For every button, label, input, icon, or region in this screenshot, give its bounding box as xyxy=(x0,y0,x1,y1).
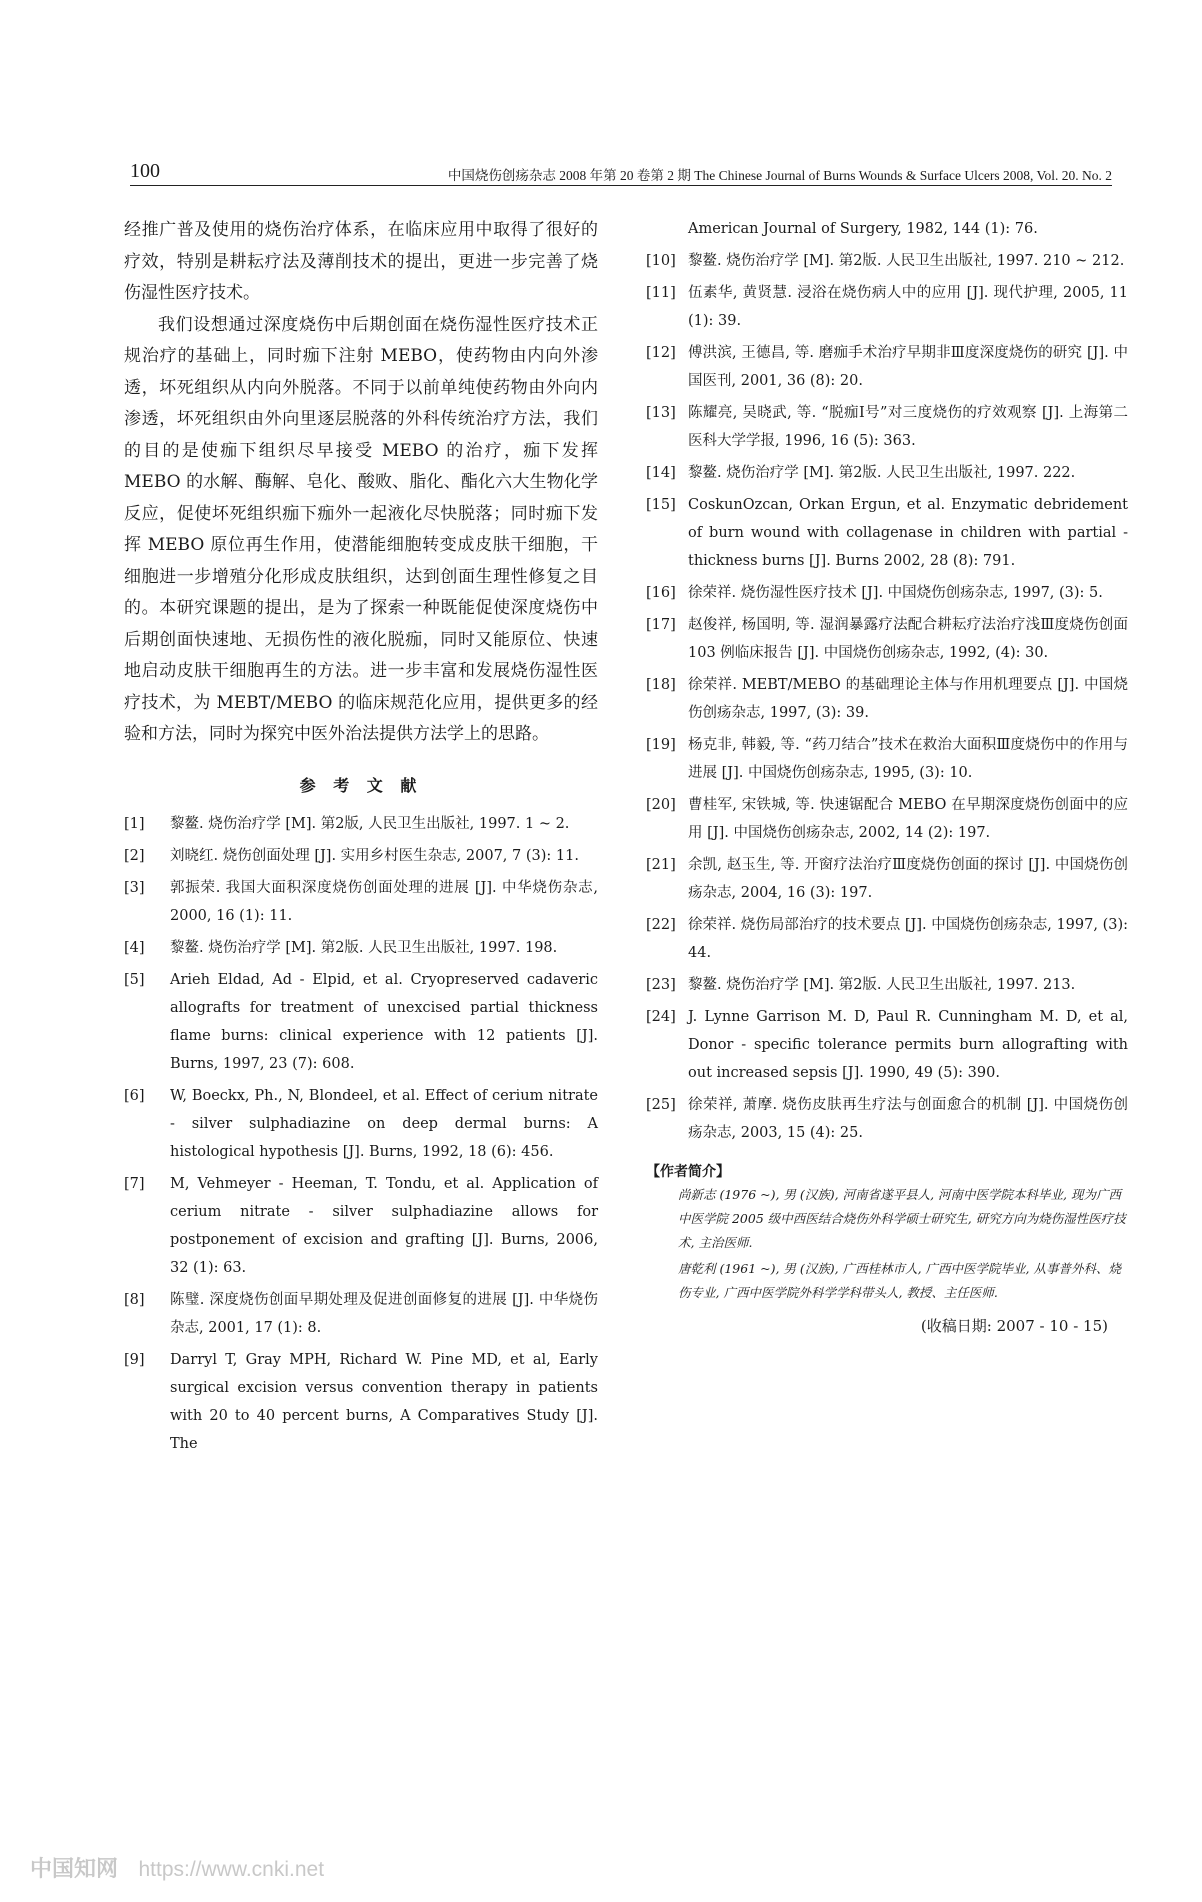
reference-text: 傅洪滨, 王德昌, 等. 磨痂手术治疗早期非Ⅲ度深度烧伤的研究 [J]. 中国医刊, 2001, 36 (8): 20. xyxy=(688,345,1128,389)
reference-number: [21] xyxy=(646,857,676,873)
reference-text: 徐荣祥. MEBT/MEBO 的基础理论主体与作用机理要点 [J]. 中国烧伤创疡杂志, 1997, (3): 39. xyxy=(688,677,1128,721)
reference-number: [7] xyxy=(124,1175,145,1192)
reference-text: 伍素华, 黄贤慧. 浸浴在烧伤病人中的应用 [J]. 现代护理, 2005, 11 (1): 39. xyxy=(688,285,1128,329)
references-heading: 参 考 文 献 xyxy=(299,775,423,795)
reference-text: 黎鳌. 烧伤治疗学 [M]. 第2版. 人民卫生出版社, 1997. 210 ~ 212. xyxy=(688,253,1125,269)
author-bio-2: 唐乾利 (1961 ~), 男 (汉族), 广西桂林市人, 广西中医学院毕业, 从事普外科、烧伤专业, 广西中医学院外科学学科带头人, 教授、主任医师. xyxy=(678,1261,1122,1300)
body-paragraph-2: 我们设想通过深度烧伤中后期创面在烧伤湿性医疗技术正规治疗的基础上，同时痂下注射 MEBO，使药物由内向外渗透，坏死组织从内向外脱落。不同于以前单纯使药物由外向内渗透，坏死组织由外向里逐层脱落的外科传统治疗方法，我们的目的是使痂下组织尽早接受 MEBO 的治疗，痂下发挥 MEBO 的水解、酶解、皂化、酸败、脂化、酯化六大生物化学反应，促使坏死组织痂下痂外一起液化尽快脱落；同时痂下发挥 MEBO 原位再生作用，使潜能细胞转变成皮肤干细胞，干细胞进一步增殖分化形成皮肤组织，达到创面生理性修复之目的。本研究课题的提出，是为了探索一种既能促使深度烧伤中后期创面快速地、无损伤性的液化脱痂，同时又能原位、快速地启动皮肤干细胞再生的方法。进一步丰富和发展烧伤湿性医疗技术，为 MEBT/MEBO 的临床规范化应用，提供更多的经验和方法，同时为探究中医外治法提供方法学上的思路。 xyxy=(124,314,598,744)
reference-text: Darryl T, Gray MPH, Richard W. Pine MD, et al, Early surgical excision versus convention therapy in patients with 20 to 40 percent burns, A Comparatives Study [J]. The xyxy=(170,1351,598,1452)
reference-number: [18] xyxy=(646,677,676,693)
reference-item xyxy=(646,339,1128,395)
reference-item xyxy=(124,1170,598,1282)
reference-number: [11] xyxy=(646,285,676,301)
reference-text: Arieh Eldad, Ad - Elpid, et al. Cryopreserved cadaveric allografts for treatment of unexcised partial thickness flame burns: clinical experience with 12 patients [J]. Burns, 1997, 23 (7): 608. xyxy=(170,971,598,1072)
reference-text: 郭振荣. 我国大面积深度烧伤创面处理的进展 [J]. 中华烧伤杂志, 2000, 16 (1): 11. xyxy=(170,879,598,924)
reference-number: [22] xyxy=(646,917,676,933)
reference-number: [13] xyxy=(646,405,676,421)
reference-text: 黎鳌. 烧伤治疗学 [M]. 第2版, 人民卫生出版社, 1997. 1 ~ 2. xyxy=(170,815,570,832)
reference-number: [20] xyxy=(646,797,676,813)
body-paragraph-1: 经推广普及使用的烧伤治疗体系，在临床应用中取得了很好的疗效，特别是耕耘疗法及薄削技术的提出，更进一步完善了烧伤湿性医疗技术。 xyxy=(124,220,598,303)
page-header xyxy=(130,160,1112,188)
reference-item xyxy=(646,731,1128,787)
reference-item xyxy=(646,671,1128,727)
reference-number: [1] xyxy=(124,815,145,832)
cnki-url[interactable]: https://www.cnki.net xyxy=(138,1858,325,1881)
reference-item xyxy=(124,1346,598,1458)
reference-number: [16] xyxy=(646,585,676,601)
running-head: 中国烧伤创疡杂志 2008 年第 20 卷第 2 期 The Chinese Journal of Burns Wounds & Surface Ulcers 2008, Vol. 20. No. 2 xyxy=(447,168,1112,183)
reference-number: [24] xyxy=(646,1009,676,1025)
reference-text: 黎鳌. 烧伤治疗学 [M]. 第2版. 人民卫生出版社, 1997. 222. xyxy=(688,465,1076,481)
reference-text: 黎鳌. 烧伤治疗学 [M]. 第2版. 人民卫生出版社, 1997. 198. xyxy=(170,939,558,956)
reference-text: 曹桂军, 宋铁城, 等. 快速锯配合 MEBO 在早期深度烧伤创面中的应用 [J]. 中国烧伤创疡杂志, 2002, 14 (2): 197. xyxy=(688,797,1128,841)
reference-text: 赵俊祥, 杨国明, 等. 湿润暴露疗法配合耕耘疗法治疗浅Ⅲ度烧伤创面 103 例临床报告 [J]. 中国烧伤创疡杂志, 1992, (4): 30. xyxy=(688,617,1128,661)
reference-item xyxy=(646,791,1128,847)
reference-number: [23] xyxy=(646,977,676,993)
reference-item xyxy=(124,874,598,930)
reference-item xyxy=(646,579,1128,607)
reference-text: 黎鳌. 烧伤治疗学 [M]. 第2版. 人民卫生出版社, 1997. 213. xyxy=(688,977,1076,993)
reference-item xyxy=(646,611,1128,667)
reference-item xyxy=(646,911,1128,967)
reference-item xyxy=(124,934,598,962)
header-rule xyxy=(130,185,1112,186)
watermark xyxy=(30,1852,324,1883)
reference-number: [3] xyxy=(124,879,145,896)
author-bio xyxy=(646,1161,1128,1336)
reference-text: 杨克非, 韩毅, 等. “药刀结合”技术在救治大面积Ⅲ度烧伤中的作用与进展 [J]. 中国烧伤创疡杂志, 1995, (3): 10. xyxy=(688,737,1128,781)
reference-number: [2] xyxy=(124,847,145,864)
reference-item xyxy=(646,1091,1128,1147)
reference-text: 陈耀亮, 吴晓武, 等. “脱痂Ⅰ号”对三度烧伤的疗效观察 [J]. 上海第二医科大学学报, 1996, 16 (5): 363. xyxy=(688,405,1128,449)
reference-text: 徐荣祥. 烧伤湿性医疗技术 [J]. 中国烧伤创疡杂志, 1997, (3): 5. xyxy=(688,585,1103,601)
reference-item xyxy=(646,399,1128,455)
reference-number: [14] xyxy=(646,465,676,481)
reference-text: CoskunOzcan, Orkan Ergun, et al. Enzymatic debridement of burn wound with collagenase in children with partial - thickness burns [J]. Burns 2002, 28 (8): 791. xyxy=(688,497,1128,569)
reference-item xyxy=(646,971,1128,999)
reference-text: M, Vehmeyer - Heeman, T. Tondu, et al. Application of cerium nitrate - silver sulphadiazine allows for postponement of excision and grafting [J]. Burns, 2006, 32 (1): 63. xyxy=(170,1175,598,1276)
reference-text: 余凯, 赵玉生, 等. 开窗疗法治疗Ⅲ度烧伤创面的探讨 [J]. 中国烧伤创疡杂志, 2004, 16 (3): 197. xyxy=(688,857,1128,901)
reference-text: American Journal of Surgery, 1982, 144 (1): 76. xyxy=(688,221,1038,237)
reference-text: J. Lynne Garrison M. D, Paul R. Cunningham M. D, et al, Donor - specific tolerance permits burn allografting with out increased sepsis [J]. 1990, 49 (5): 390. xyxy=(688,1009,1128,1081)
reference-number: [25] xyxy=(646,1097,676,1113)
reference-item xyxy=(646,279,1128,335)
reference-text: 陈璧. 深度烧伤创面早期处理及促进创面修复的进展 [J]. 中华烧伤杂志, 2001, 17 (1): 8. xyxy=(170,1291,598,1336)
received-date: (收稿日期: 2007 - 10 - 15) xyxy=(920,1317,1108,1335)
reference-text: 刘晓红. 烧伤创面处理 [J]. 实用乡村医生杂志, 2007, 7 (3): 11. xyxy=(170,847,579,864)
body-text xyxy=(124,215,598,751)
reference-number: [15] xyxy=(646,497,676,513)
author-bio-heading: 【作者简介】 xyxy=(646,1164,730,1180)
cnki-logo: 中国知网 xyxy=(30,1856,119,1881)
reference-number: [5] xyxy=(124,971,145,988)
page-number: 100 xyxy=(130,160,160,182)
reference-item xyxy=(646,851,1128,907)
reference-list-left xyxy=(124,810,598,1458)
left-column xyxy=(124,215,598,1462)
reference-item xyxy=(646,459,1128,487)
reference-number: [10] xyxy=(646,253,676,269)
reference-text: 徐荣祥. 烧伤局部治疗的技术要点 [J]. 中国烧伤创疡杂志, 1997, (3): 44. xyxy=(688,917,1128,961)
author-bio-1: 尚新志 (1976 ~), 男 (汉族), 河南省遂平县人, 河南中医学院本科毕业, 现为广西中医学院 2005 级中西医结合烧伤外科学硕士研究生, 研究方向为烧伤湿性医疗技术, 主治医师. xyxy=(678,1187,1126,1250)
reference-number: [6] xyxy=(124,1087,145,1104)
reference-text: W, Boeckx, Ph., N, Blondeel, et al. Effect of cerium nitrate - silver sulphadiazine on deep dermal burns: A histological hypothesis [J]. Burns, 1992, 18 (6): 456. xyxy=(170,1087,598,1160)
reference-item xyxy=(646,491,1128,575)
reference-item xyxy=(124,810,598,838)
reference-number: [12] xyxy=(646,345,676,361)
reference-list-right xyxy=(646,247,1128,1147)
reference-item xyxy=(646,247,1128,275)
reference-item xyxy=(124,1082,598,1166)
reference-text: 徐荣祥, 萧摩. 烧伤皮肤再生疗法与创面愈合的机制 [J]. 中国烧伤创疡杂志, 2003, 15 (4): 25. xyxy=(688,1097,1128,1141)
reference-item xyxy=(124,966,598,1078)
reference-number: [8] xyxy=(124,1291,145,1308)
reference-number: [4] xyxy=(124,939,145,956)
reference-number: [17] xyxy=(646,617,676,633)
reference-item xyxy=(124,1286,598,1342)
reference-number: [9] xyxy=(124,1351,145,1368)
reference-continuation xyxy=(646,215,1128,243)
reference-item xyxy=(646,1003,1128,1087)
reference-number: [19] xyxy=(646,737,676,753)
right-column xyxy=(646,215,1128,1336)
reference-item xyxy=(124,842,598,870)
